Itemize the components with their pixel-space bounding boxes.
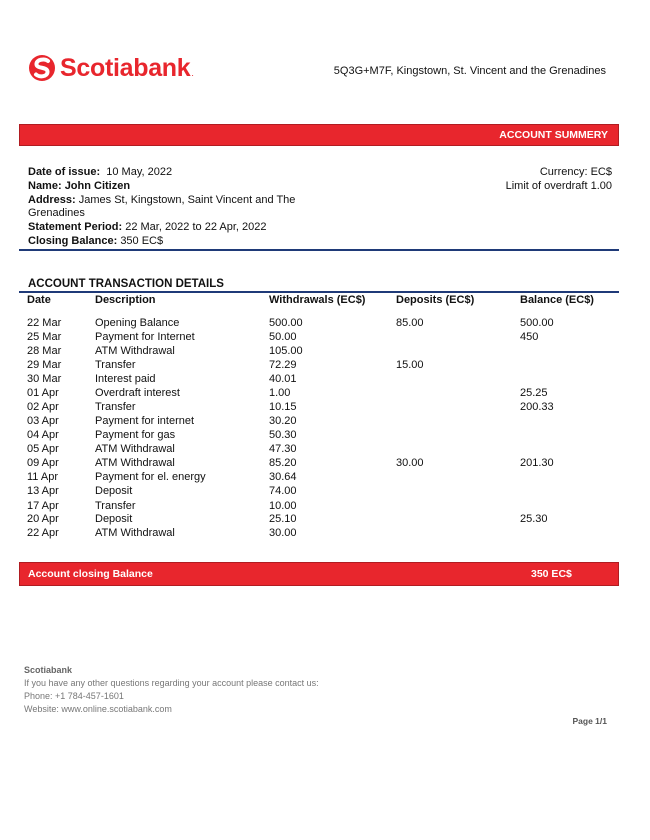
row-withdrawal: 72.29 bbox=[269, 359, 297, 371]
footer-bank: Scotiabank bbox=[24, 665, 73, 675]
footer bbox=[24, 664, 319, 716]
issue-date-value: 10 May, 2022 bbox=[106, 166, 173, 178]
row-withdrawal: 85.20 bbox=[269, 457, 297, 469]
row-description: ATM Withdrawal bbox=[95, 443, 175, 455]
row-description: Interest paid bbox=[95, 373, 156, 385]
row-withdrawal: 10.00 bbox=[269, 500, 297, 512]
row-date: 09 Apr bbox=[27, 457, 59, 469]
account-summary-title: ACCOUNT SUMMERY bbox=[499, 129, 608, 141]
row-date: 22 Apr bbox=[27, 527, 59, 539]
scotiabank-logo bbox=[28, 52, 194, 84]
closing-balance-amount: 350 EC$ bbox=[531, 568, 572, 580]
row-balance: 450 bbox=[520, 331, 539, 343]
col-header-date: Date bbox=[27, 294, 51, 306]
row-withdrawal: 47.30 bbox=[269, 443, 297, 455]
row-description: Transfer bbox=[95, 500, 136, 512]
row-description: Overdraft interest bbox=[95, 387, 180, 399]
row-date: 02 Apr bbox=[27, 401, 59, 413]
bank-address: 5Q3G+M7F, Kingstown, St. Vincent and the Grenadines bbox=[333, 65, 606, 77]
row-date: 05 Apr bbox=[27, 443, 59, 455]
row-date: 20 Apr bbox=[27, 513, 59, 525]
row-description: Transfer bbox=[95, 401, 136, 413]
col-header-deposits: Deposits (EC$) bbox=[396, 294, 475, 306]
closing-balance-value: 350 EC$ bbox=[120, 234, 164, 247]
row-description: Payment for gas bbox=[95, 429, 176, 441]
row-deposit: 85.00 bbox=[396, 317, 424, 329]
row-date: 04 Apr bbox=[27, 429, 59, 441]
account-info bbox=[28, 166, 328, 249]
brand-name: Scotiabank bbox=[60, 53, 191, 82]
row-date: 17 Apr bbox=[27, 500, 59, 512]
row-balance: 500.00 bbox=[520, 317, 554, 329]
row-description: ATM Withdrawal bbox=[95, 345, 175, 357]
row-description: Opening Balance bbox=[95, 317, 180, 329]
row-date: 01 Apr bbox=[27, 387, 59, 399]
col-header-balance: Balance (EC$) bbox=[520, 294, 594, 306]
issue-date-line: Date of issue: 10 May, 2022 bbox=[28, 166, 173, 178]
col-header-withdrawals: Withdrawals (EC$) bbox=[269, 294, 366, 306]
row-date: 29 Mar bbox=[27, 359, 62, 371]
closing-balance-label: Account closing Balance bbox=[28, 568, 153, 580]
divider-top bbox=[19, 249, 619, 251]
page-number: Page 1/1 bbox=[572, 716, 607, 726]
row-deposit: 30.00 bbox=[396, 457, 424, 469]
row-withdrawal: 50.00 bbox=[269, 331, 297, 343]
closing-balance-line: Closing Balance: 350 EC$ bbox=[28, 234, 164, 247]
row-withdrawal: 50.30 bbox=[269, 429, 297, 441]
row-withdrawal: 105.00 bbox=[269, 345, 303, 357]
row-withdrawal: 500.00 bbox=[269, 317, 303, 329]
row-withdrawal: 30.20 bbox=[269, 415, 297, 427]
row-withdrawal: 40.01 bbox=[269, 373, 297, 385]
currency-label: Currency: EC$ bbox=[539, 166, 612, 178]
brand-dot: . bbox=[191, 68, 194, 78]
statement-period-value: 22 Mar, 2022 to 22 Apr, 2022 bbox=[125, 221, 267, 234]
row-balance: 200.33 bbox=[520, 401, 554, 413]
col-header-description: Description bbox=[95, 294, 156, 306]
row-description: ATM Withdrawal bbox=[95, 457, 175, 469]
row-balance: 25.25 bbox=[520, 387, 548, 399]
account-limits bbox=[506, 166, 612, 194]
statement-period-line: Statement Period: 22 Mar, 2022 to 22 Apr, 2022 bbox=[28, 221, 267, 234]
row-description: Payment for Internet bbox=[95, 331, 195, 343]
row-description: Deposit bbox=[95, 485, 133, 497]
row-description: Transfer bbox=[95, 359, 136, 371]
row-balance: 201.30 bbox=[520, 457, 554, 469]
row-withdrawal: 30.64 bbox=[269, 471, 297, 483]
row-date: 03 Apr bbox=[27, 415, 59, 427]
overdraft-limit: Limit of overdraft 1.00 bbox=[505, 179, 612, 192]
row-description: Payment for el. energy bbox=[95, 471, 206, 483]
row-description: ATM Withdrawal bbox=[95, 527, 175, 539]
footer-contact: If you have any other questions regarding your account please contact us: bbox=[24, 678, 319, 688]
row-description: Payment for internet bbox=[95, 415, 195, 427]
row-withdrawal: 30.00 bbox=[269, 527, 297, 539]
account-summary-bar bbox=[19, 124, 619, 146]
row-deposit: 15.00 bbox=[396, 359, 424, 371]
row-withdrawal: 1.00 bbox=[269, 387, 291, 399]
row-date: 11 Apr bbox=[27, 471, 58, 483]
row-date: 13 Apr bbox=[27, 485, 59, 497]
divider-table bbox=[19, 291, 619, 293]
row-withdrawal: 10.15 bbox=[269, 401, 297, 413]
row-date: 30 Mar bbox=[27, 373, 62, 385]
address-line: Address: James St, Kingstown, Saint Vincent and The Grenadines bbox=[28, 193, 296, 220]
footer-phone: Phone: +1 784-457-1601 bbox=[24, 691, 124, 701]
scotiabank-s-icon bbox=[28, 52, 56, 84]
row-withdrawal: 74.00 bbox=[269, 485, 297, 497]
transaction-details-title: ACCOUNT TRANSACTION DETAILS bbox=[28, 278, 224, 290]
footer-website: Website: www.online.scotiabank.com bbox=[24, 704, 172, 714]
row-description: Deposit bbox=[95, 513, 133, 525]
name-line: Name: John Citizen bbox=[28, 179, 131, 192]
closing-balance-bar bbox=[19, 562, 619, 586]
customer-address: James St, Kingstown, Saint Vincent and The Grenadines bbox=[28, 193, 296, 220]
row-date: 28 Mar bbox=[27, 345, 62, 357]
row-balance: 25.30 bbox=[520, 513, 548, 525]
row-date: 25 Mar bbox=[27, 331, 62, 343]
row-withdrawal: 25.10 bbox=[269, 513, 297, 525]
row-date: 22 Mar bbox=[27, 317, 62, 329]
customer-name: John Citizen bbox=[64, 179, 131, 192]
